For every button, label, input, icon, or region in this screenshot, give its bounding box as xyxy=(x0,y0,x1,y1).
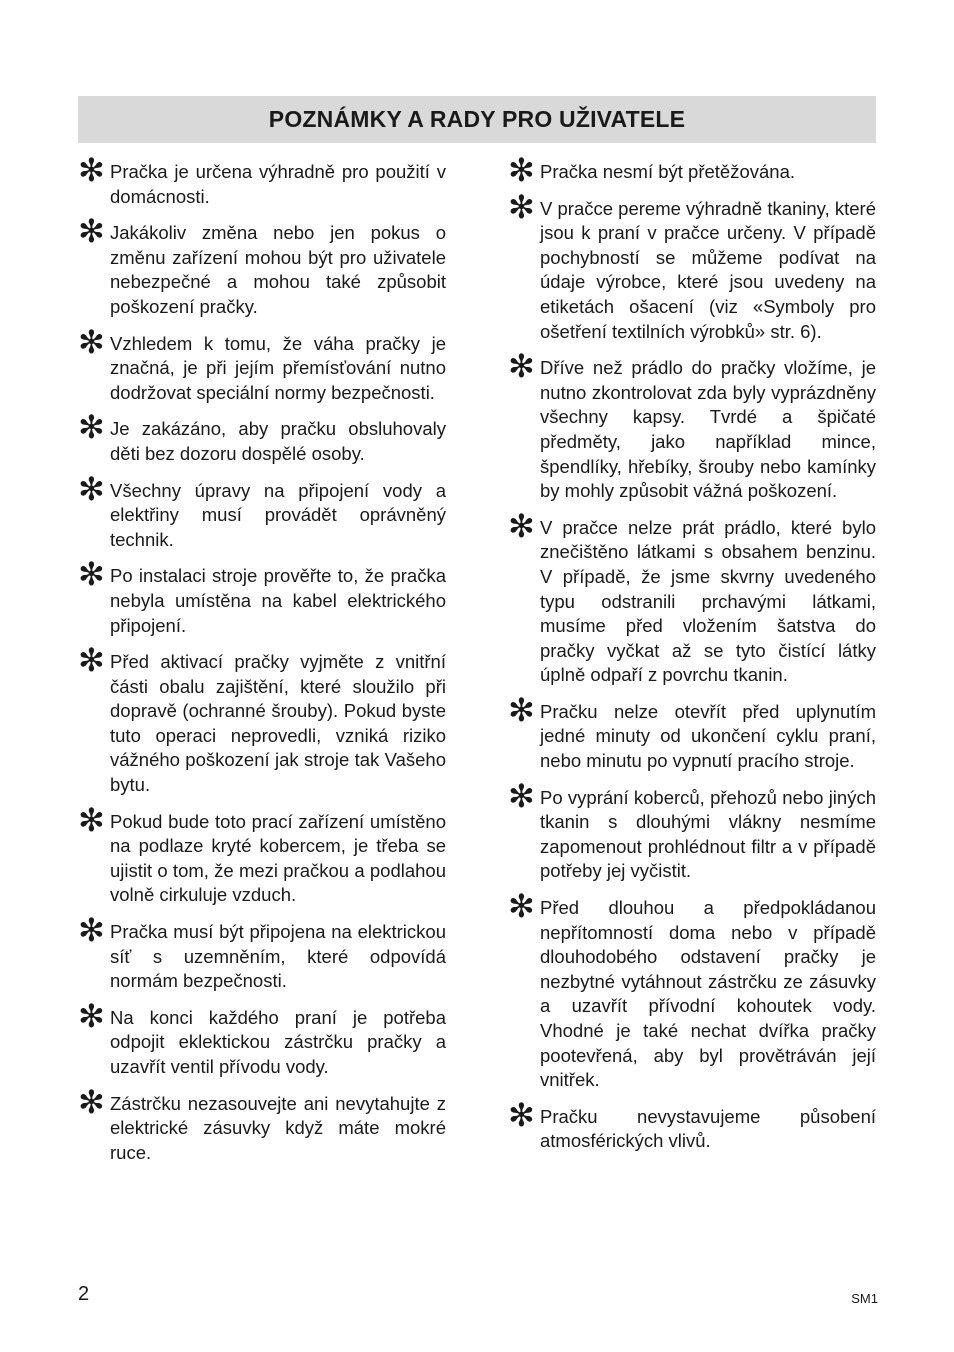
list-item xyxy=(78,911,446,994)
asterisk-flower-icon: ✻ xyxy=(78,469,105,508)
asterisk-flower-icon: ✻ xyxy=(508,506,535,545)
item-text: Vzhledem k tomu, že váha pračky je značná, je při jejím přemísťování nutno dodržovat speciální normy bezpečnosti. xyxy=(110,332,446,403)
asterisk-flower-icon: ✻ xyxy=(78,1082,105,1121)
asterisk-flower-icon: ✻ xyxy=(78,996,105,1035)
asterisk-flower-icon: ✻ xyxy=(78,555,105,594)
list-item xyxy=(78,641,446,798)
item-text: Pokud bude toto prací zařízení umístěno na podlaze kryté kobercem, je třeba se ujistit o tom, že mezi pračkou a podlahou volně cirkuluje vzduch. xyxy=(110,810,446,906)
list-item xyxy=(508,187,876,345)
item-text: Pračku nelze otevřít před uplynutím jedné minuty od ukončení cyklu praní, nebo minutu po vypnutí pracího stroje. xyxy=(540,700,876,772)
item-text: Pračka musí být připojena na elektrickou síť s uzemněním, které odpovídá normám bezpečnosti. xyxy=(110,921,446,992)
item-text: V pračce nelze prát prádlo, které bylo znečištěno látkami s obsahem benzinu. V případě, že jsme skvrny uvedeného typu odstranili prchavými látkami, musíme před vložením šatstva do pračky vyčkat až se tyto čistící látky úplně odpaří z povrchu tkanin. xyxy=(540,516,876,686)
asterisk-flower-icon: ✻ xyxy=(508,1095,535,1134)
list-item xyxy=(78,1082,446,1166)
asterisk-flower-icon: ✻ xyxy=(508,776,535,815)
list-item xyxy=(78,469,446,553)
item-text: Na konci každého praní je potřeba odpojit eklektickou zástrčku pračky a uzavřít ventil přívodu vody. xyxy=(110,1006,446,1077)
list-item xyxy=(508,347,876,504)
item-text: Před dlouhou a předpokládanou nepřítomností doma nebo v případě dlouhodobého odstavení pračky je nezbytné vytáhnout zástrčku ze zásuvky a uzavřít přívodní kohoutek vody. Vhodné je také nechat dvířka pračky pootevřená, aby byl provětráván její vnitřek. xyxy=(540,897,876,1091)
title-bar xyxy=(78,96,876,143)
right-column xyxy=(508,151,876,1166)
asterisk-flower-icon: ✻ xyxy=(78,212,105,251)
list-item xyxy=(78,408,446,466)
list-item xyxy=(508,776,876,884)
asterisk-flower-icon: ✻ xyxy=(78,800,105,839)
asterisk-flower-icon: ✻ xyxy=(508,151,535,189)
list-item xyxy=(78,996,446,1080)
list-item xyxy=(508,506,876,688)
list-item xyxy=(78,212,446,319)
list-item xyxy=(508,1095,876,1154)
asterisk-flower-icon: ✻ xyxy=(508,187,535,226)
asterisk-flower-icon: ✻ xyxy=(508,690,535,729)
item-text: Pračka nesmí být přetěžována. xyxy=(540,161,796,182)
item-text: Po vyprání koberců, přehozů nebo jiných tkanin s dlouhými vlákny nesmíme zapomenout prohlédnout filtr a v případě potřeby jej vyčistit. xyxy=(540,786,876,882)
item-text: Je zakázáno, aby pračku obsluhovaly děti bez dozoru dospělé osoby. xyxy=(110,418,446,464)
item-text: Zástrčku nezasouvejte ani nevytahujte z elektrické zásuvky když máte mokré ruce. xyxy=(110,1092,446,1163)
list-item xyxy=(508,887,876,1093)
asterisk-flower-icon: ✻ xyxy=(508,887,535,926)
list-item xyxy=(78,322,446,406)
item-text: Dříve než prádlo do pračky vložíme, je nutno zkontrolovat zda byly vyprázdněny všechny kapsy. Tvrdé a špičaté předměty, jako například mince, špendlíky, hřebíky, šrouby nebo kamínky by mohly způsobit vážná poškození. xyxy=(540,357,876,502)
asterisk-flower-icon: ✻ xyxy=(78,641,105,680)
item-text: Pračku nevystavujeme působení atmosférických vlivů. xyxy=(540,1105,876,1152)
list-item xyxy=(78,800,446,908)
item-text: Pračka je určena výhradně pro použití v domácnosti. xyxy=(110,161,446,207)
item-text: Všechny úpravy na připojení vody a elektřiny musí provádět oprávněný technik. xyxy=(110,479,446,550)
asterisk-flower-icon: ✻ xyxy=(508,347,535,386)
asterisk-flower-icon: ✻ xyxy=(78,322,105,361)
left-column xyxy=(78,151,446,1177)
item-text: Po instalaci stroje prověřte to, že pračka nebyla umístěna na kabel elektrického připojení. xyxy=(110,565,446,636)
item-text: V pračce pereme výhradně tkaniny, které jsou k praní v pračce určeny. V případě pochybností se můžeme podívat na údaje výrobce, které jsou uvedeny na etiketách ošacení (viz «Symboly pro ošetření textilních výrobků» str. 6). xyxy=(540,197,876,342)
list-item xyxy=(78,555,446,638)
page-number: 2 xyxy=(78,1283,90,1305)
item-text: Jakákoliv změna nebo jen pokus o změnu zařízení mohou být pro uživatele nebezpečné a mohou také způsobit poškození pračky. xyxy=(110,222,446,317)
asterisk-flower-icon: ✻ xyxy=(78,408,105,447)
list-item xyxy=(508,151,876,189)
asterisk-flower-icon: ✻ xyxy=(78,911,105,950)
document-code: SM1 xyxy=(851,1291,878,1306)
page-title: POZNÁMKY A RADY PRO UŽIVATELE xyxy=(268,106,686,132)
asterisk-flower-icon: ✻ xyxy=(78,151,105,189)
item-text: Před aktivací pračky vyjměte z vnitřní části obalu zajištění, které sloužilo při dopravě (ochranné šrouby). Pokud byste tuto operaci neprovedli, vzniká riziko vážného poškození jak stroje tak Vašeho bytu. xyxy=(110,651,446,796)
list-item xyxy=(78,151,446,209)
list-item xyxy=(508,690,876,774)
